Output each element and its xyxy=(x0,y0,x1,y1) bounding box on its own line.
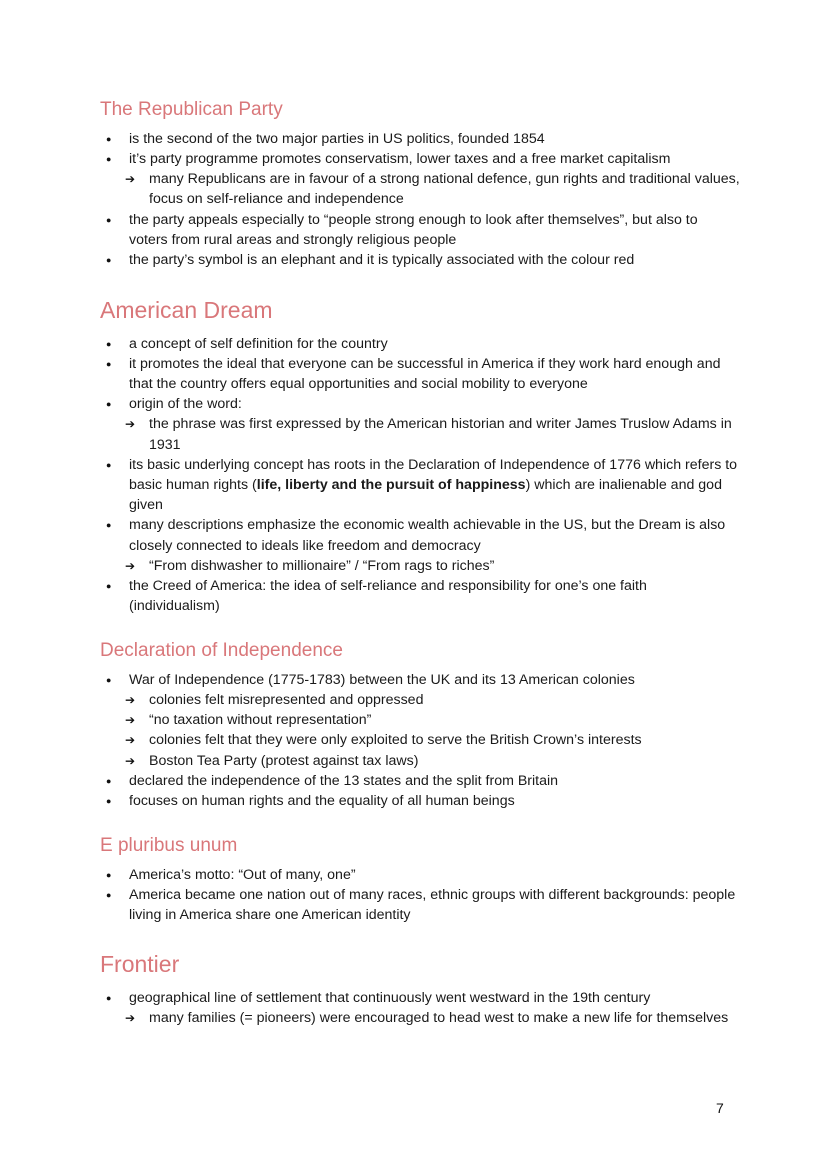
section-heading: The Republican Party xyxy=(100,99,283,120)
list-item: ● it promotes the ideal that everyone can be successful in America if they work hard enough and that the country offers equal opportunities and social mobility to everyone xyxy=(100,354,740,394)
list-item: ● geographical line of settlement that continuously went westward in the 19th century xyxy=(100,988,740,1008)
section-heading: American Dream xyxy=(100,297,273,323)
section-declaration-of-independence xyxy=(100,640,740,811)
list-item: ● is the second of the two major parties in US politics, founded 1854 xyxy=(100,129,740,149)
bullet-list xyxy=(100,865,740,926)
list-item: ● declared the independence of the 13 states and the split from Britain xyxy=(100,771,740,791)
list-item: ● the party appeals especially to “people strong enough to look after themselves”, but also to voters from rural areas and strongly religious people xyxy=(100,210,740,250)
list-item: ● America’s motto: “Out of many, one” xyxy=(100,865,740,885)
bullet-list xyxy=(100,670,740,811)
text-run: its basic underlying concept has roots in the Declaration of Independence of 1776 which refers to basic human rights ( xyxy=(129,456,738,494)
section-frontier xyxy=(100,951,740,1028)
bullet-list xyxy=(100,334,740,617)
list-item xyxy=(100,455,740,516)
section-heading: Frontier xyxy=(100,951,180,977)
list-item: ● America became one nation out of many races, ethnic groups with different backgrounds: people living in America share one American identity xyxy=(100,885,740,925)
arrow-list-item: ➔ the phrase was first expressed by the American historian and writer James Truslow Adams in 1931 xyxy=(100,414,740,454)
arrow-list-item: ➔ “no taxation without representation” xyxy=(100,710,740,730)
list-item: ● many descriptions emphasize the economic wealth achievable in the US, but the Dream is also closely connected to ideals like freedom and democracy xyxy=(100,515,740,555)
list-item: ● the Creed of America: the idea of self-reliance and responsibility for one’s one faith (individualism) xyxy=(100,576,740,616)
bullet-list xyxy=(100,988,740,1028)
arrow-list-item: ➔ many families (= pioneers) were encouraged to head west to make a new life for themselves xyxy=(100,1008,740,1028)
section-heading: E pluribus unum xyxy=(100,835,238,856)
list-item: ● War of Independence (1775-1783) between the UK and its 13 American colonies xyxy=(100,670,740,690)
list-item: ● focuses on human rights and the equality of all human beings xyxy=(100,791,740,811)
bold-text-run: life, liberty and the pursuit of happiness xyxy=(256,477,526,494)
page-number: 7 xyxy=(716,1100,724,1116)
bullet-list xyxy=(100,129,740,270)
section-e-pluribus-unum xyxy=(100,835,740,925)
arrow-list-item: ➔ “From dishwasher to millionaire” / “From rags to riches” xyxy=(100,556,740,576)
list-item: ● origin of the word: xyxy=(100,394,740,414)
text-run: ) which are inalienable and god given xyxy=(129,477,722,514)
list-item: ● a concept of self definition for the country xyxy=(100,334,740,354)
arrow-list-item: ➔ colonies felt misrepresented and oppressed xyxy=(100,690,740,710)
arrow-list-item: ➔ Boston Tea Party (protest against tax laws) xyxy=(100,751,740,771)
section-republican-party xyxy=(100,99,740,270)
section-american-dream xyxy=(100,297,740,616)
arrow-list-item: ➔ many Republicans are in favour of a strong national defence, gun rights and traditional values, focus on self-reliance and independence xyxy=(100,169,740,209)
list-item: ● it’s party programme promotes conservatism, lower taxes and a free market capitalism xyxy=(100,149,740,169)
list-item: ● the party’s symbol is an elephant and it is typically associated with the colour red xyxy=(100,250,740,270)
arrow-list-item: ➔ colonies felt that they were only exploited to serve the British Crown’s interests xyxy=(100,730,740,750)
section-heading: Declaration of Independence xyxy=(100,640,343,661)
